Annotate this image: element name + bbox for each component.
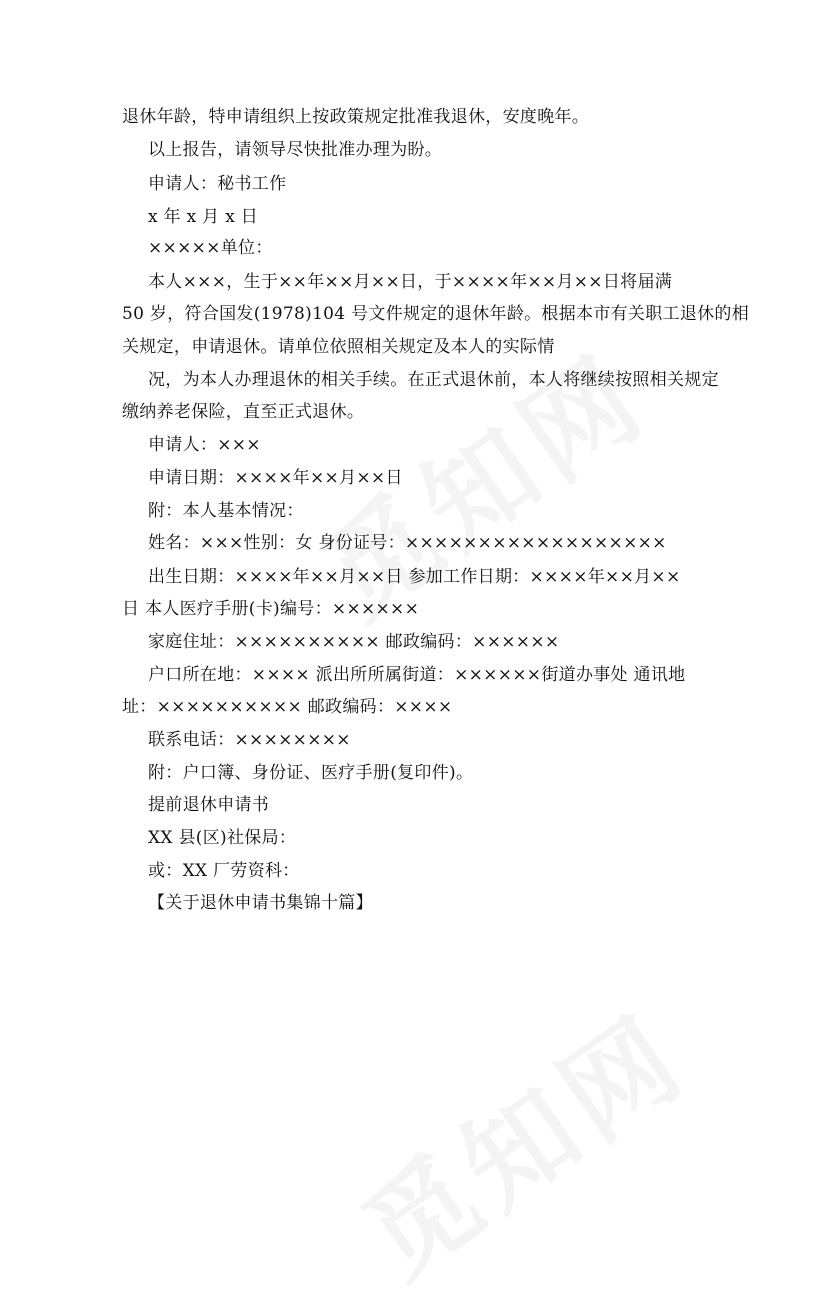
text-line: 出生日期：××××年××月××日 参加工作日期：××××年××月×× [148,567,681,587]
text-line: ×××××单位： [148,238,273,258]
text-line: 或：XX 厂劳资科： [148,861,300,881]
text-line: XX 县(区)社保局： [148,828,297,848]
text-line: 以上报告，请领导尽快批准办理为盼。 [148,140,443,160]
text-line: 退休年龄，特申请组织上按政策规定批准我退休，安度晚年。 [122,107,590,127]
text-line: 户口所在地：×××× 派出所所属街道：××××××街道办事处 通讯地 [148,665,686,685]
text-line: 关规定，申请退休。请单位依照相关规定及本人的实际情 [122,337,555,357]
text-line: 申请日期：××××年××月××日 [148,468,403,488]
text-line: 址：×××××××××× 邮政编码：×××× [122,697,453,717]
text-line: 本人×××，生于××年××月××日，于××××年××月××日将届满 [148,272,673,292]
text-line: 申请人：秘书工作 [148,174,287,194]
text-line: 附：本人基本情况： [148,501,304,521]
text-line: 家庭住址：×××××××××× 邮政编码：×××××× [148,632,560,652]
text-line: 日 本人医疗手册(卡)编号：×××××× [122,599,420,619]
text-line: 【关于退休申请书集锦十篇】 [148,893,373,913]
text-line: 况，为本人办理退休的相关手续。在正式退休前，本人将继续按照相关规定 [148,370,719,390]
text-line: 50 岁，符合国发(1978)104 号文件规定的退休年龄。根据本市有关职工退休的相 [122,304,750,324]
text-line: 姓名：×××性别：女 身份证号：×××××××××××××××××× [148,533,667,553]
text-line: 联系电话：×××××××× [148,730,351,750]
text-line: 缴纳养老保险，直至正式退休。 [122,402,365,422]
text-line: x 年 x 月 x 日 [148,207,259,227]
text-line: 申请人：××× [148,435,261,455]
text-line: 提前退休申请书 [148,795,270,815]
watermark [327,971,713,1307]
text-line: 附：户口簿、身份证、医疗手册(复印件)。 [148,763,474,783]
